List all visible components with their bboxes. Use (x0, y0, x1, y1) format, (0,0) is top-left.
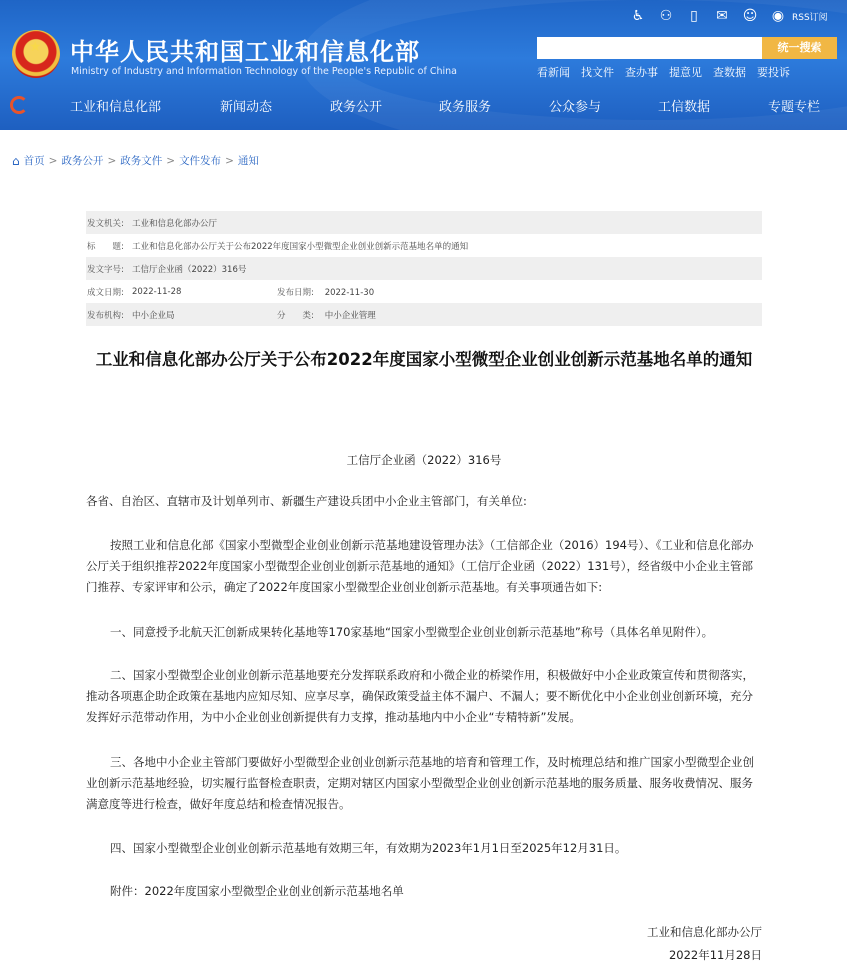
quick-link-feedback[interactable]: 提意见 (669, 66, 702, 79)
nav-item-data[interactable]: 工信数据 (658, 100, 711, 115)
quick-link-news[interactable]: 看新闻 (537, 66, 570, 79)
article-title: 工业和信息化部办公厅关于公布2022年度国家小型微型企业创业创新示范基地名单的通知 (95, 350, 753, 369)
article-attachment-link[interactable]: 附件：2022年度国家小型微型企业创业创新示范基地名单 (110, 884, 404, 898)
meta-category: 中小企业管理 (324, 310, 376, 321)
breadcrumb-separator: > (107, 154, 117, 167)
main-nav (0, 88, 847, 124)
nav-item-open-gov[interactable]: 政务公开 (330, 100, 383, 115)
site-header (0, 0, 847, 130)
wechat-icon[interactable]: ☺ (742, 8, 758, 24)
nav-item-ministry[interactable]: 工业和信息化部 (70, 100, 162, 115)
home-icon[interactable]: ⌂ (12, 153, 20, 168)
quick-link-services[interactable]: 查办事 (625, 66, 658, 79)
meta-label: 成文日期: (87, 287, 124, 298)
quick-links (537, 64, 790, 80)
search-button[interactable]: 统一搜索 (762, 37, 837, 59)
breadcrumb-open-gov[interactable]: 政务公开 (61, 155, 104, 167)
breadcrumb-home[interactable]: 首页 (23, 155, 45, 167)
article-paragraph-1: 按照工业和信息化部《国家小型微型企业创业创新示范基地建设管理办法》（工信部企业（2016）194号）、《工业和信息化部办公厅关于组织推荐2022年度国家小型微型企业创业创新示范基地的通知》（工信厅企业函（2022）131号），经省级中小企业主管部门推荐、专家评审和公示，确定了2022年度国家小型微型企业创业创新示范基地。有关事项通告如下: (86, 538, 754, 594)
breadcrumb-notice[interactable]: 通知 (237, 155, 259, 167)
article-paragraph-5: 四、国家小型微型企业创业创新示范基地有效期三年，有效期为2023年1月1日至2025年12月31日。 (110, 841, 627, 855)
nav-item-topics[interactable]: 专题专栏 (768, 100, 821, 115)
meta-label: 标 题: (87, 241, 124, 252)
mail-icon[interactable]: ✉ (716, 8, 728, 24)
weibo-icon[interactable]: ◉ (771, 8, 785, 24)
search-input[interactable] (537, 37, 762, 59)
site-title[interactable]: 中华人民共和国工业和信息化部 (70, 38, 420, 66)
breadcrumb-separator: > (166, 154, 176, 167)
nav-item-participation[interactable]: 公众参与 (549, 100, 602, 115)
meta-label: 发布日期: (277, 287, 314, 298)
article-signer: 工业和信息化部办公厅 (647, 925, 762, 939)
meta-row-docno (86, 257, 762, 280)
meta-label: 发文机关: (87, 218, 124, 229)
quick-link-data[interactable]: 查数据 (713, 66, 746, 79)
meta-issuer: 工业和信息化部办公厅 (132, 218, 218, 229)
nav-item-news[interactable]: 新闻动态 (220, 100, 273, 115)
meta-label: 发布机构: (87, 310, 124, 321)
breadcrumb-doc-release[interactable]: 文件发布 (179, 155, 222, 167)
meta-published-group (276, 286, 374, 298)
breadcrumb-gov-docs[interactable]: 政务文件 (120, 155, 163, 167)
meta-title: 工业和信息化部办公厅关于公布2022年度国家小型微型企业创业创新示范基地名单的通知 (132, 241, 469, 252)
meta-docno: 工信厅企业函（2022）316号 (132, 264, 247, 275)
emblem-icon: ★ (12, 30, 60, 78)
meta-created: 2022-11-28 (132, 286, 182, 297)
site-subtitle: Ministry of Industry and Information Technology of the People's Republic of China (71, 66, 457, 77)
meta-label: 发文字号: (87, 264, 124, 275)
article-paragraph-4: 三、各地中小企业主管部门要做好小型微型企业创业创新示范基地的培育和管理工作，及时梳理总结和推广国家小型微型企业创业创新示范基地经验，切实履行监督检查职责，定期对辖区内国家小型微型企业创业创新示范基地的服务质量、服务收费情况、服务满意度等进行检查，做好年度总结和检查情况报告。 (86, 755, 754, 811)
quick-link-files[interactable]: 找文件 (581, 66, 614, 79)
breadcrumb (12, 153, 259, 168)
meta-row-dates (86, 280, 762, 303)
quick-link-complaint[interactable]: 要投诉 (757, 66, 790, 79)
meta-org: 中小企业局 (132, 310, 175, 321)
article-docno: 工信厅企业函（2022）316号 (346, 453, 502, 467)
meta-published: 2022-11-30 (324, 287, 375, 298)
article-date: 2022年11月28日 (668, 948, 762, 962)
document-meta-table (86, 211, 762, 326)
meta-row-org (86, 303, 762, 326)
breadcrumb-separator: > (48, 154, 58, 167)
meta-row-issuer (86, 211, 762, 234)
accessibility-icon[interactable]: ♿ (631, 8, 645, 24)
nav-item-services[interactable]: 政务服务 (439, 100, 492, 115)
rss-link[interactable]: RSS订阅 (792, 12, 828, 23)
top-toolbar (628, 6, 828, 26)
nav-logo-icon[interactable] (10, 96, 28, 114)
meta-row-title (86, 234, 762, 257)
article-paragraph-3: 二、国家小型微型企业创业创新示范基地要充分发挥联系政府和小微企业的桥梁作用，积极做好中小企业政策宣传和贯彻落实，推动各项惠企助企政策在基地内应知尽知、应享尽享，确保政策受益主体不漏户、不漏人；要不断优化中小企业创业创新环境，充分发挥好示范带动作用，为中小企业创业创新提供有力支撑，推动基地内中小企业“专精特新”发展。 (86, 668, 754, 724)
mobile-icon[interactable]: ▯ (690, 8, 698, 24)
meta-label: 分 类: (277, 310, 314, 321)
breadcrumb-separator: > (225, 154, 234, 167)
meta-category-group (276, 309, 376, 321)
article-salutation: 各省、自治区、直辖市及计划单列市、新疆生产建设兵团中小企业主管部门，有关单位: (86, 494, 527, 508)
wheelchair-icon[interactable]: ⚇ (659, 8, 673, 24)
article-paragraph-2: 一、同意授予北航天汇创新成果转化基地等170家基地“国家小型微型企业创业创新示范基地”称号（具体名单见附件）。 (110, 625, 714, 639)
